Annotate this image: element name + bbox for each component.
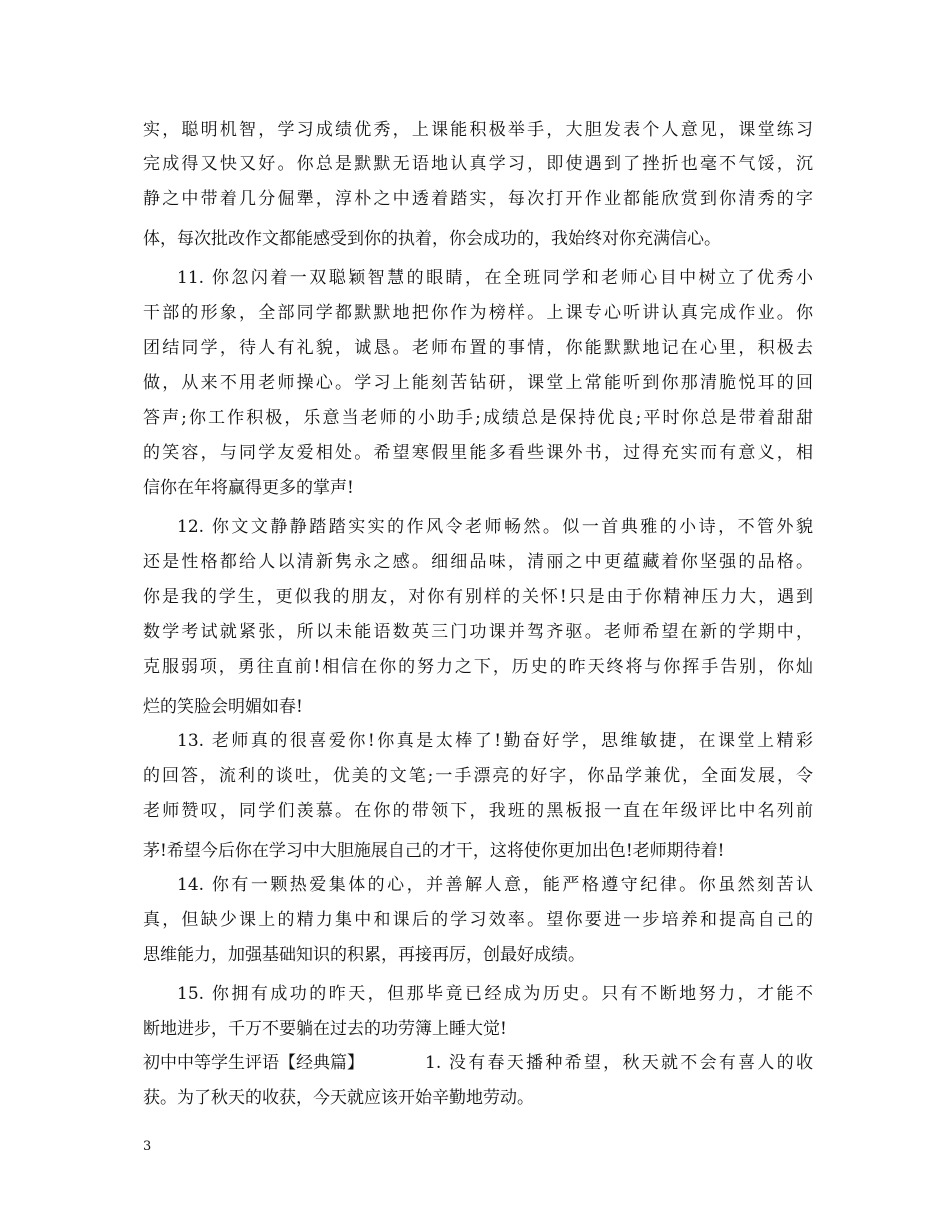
text-line: 的笑容，与同学友爱相处。希望寒假里能多看些课外书，过得充实而有意义，相	[143, 443, 813, 463]
text-line: 团结同学，待人有礼貌，诚恳。老师布置的事情，你能默默地记在心里，积极去	[143, 338, 813, 358]
text-line: 做，从来不用老师操心。学习上能刻苦钻研，课堂上常能听到你那清脆悦耳的回	[143, 373, 813, 393]
text-line: 还是性格都给人以清新隽永之感。细细品味，清丽之中更蕴藏着你坚强的品格。	[143, 552, 813, 572]
text-line: 烂的笑脸会明媚如春!	[143, 697, 303, 717]
text-line: 信你在年将赢得更多的掌声!	[143, 478, 354, 498]
text-line: 静之中带着几分倔犟，淳朴之中透着踏实，每次打开作业都能欣赏到你清秀的字	[143, 189, 813, 209]
text-line: 克服弱项，勇往直前!相信在你的努力之下，历史的昨天终将与你挥手告别，你灿	[143, 657, 813, 677]
text-line: 断地进步，千万不要躺在过去的功劳簿上睡大觉!	[143, 1019, 507, 1039]
text-line: 老师赞叹，同学们羡慕。在你的带领下，我班的黑板报一直在年级评比中名列前	[143, 801, 813, 821]
text-line: 的回答，流利的谈吐，优美的文笔;一手漂亮的好字，你品学兼优，全面发展，令	[143, 766, 813, 786]
section-first-item: 1. 没有春天播种希望，秋天就不会有喜人的收	[425, 1053, 813, 1073]
section-heading-line	[143, 1053, 813, 1075]
page-number: 3	[143, 1139, 152, 1154]
text-line: 真，但缺少课上的精力集中和课后的学习效率。望你要进一步培养和提高自己的	[143, 910, 813, 930]
text-line: 体，每次批改作文都能感受到你的执着，你会成功的，我始终对你充满信心。	[143, 229, 721, 249]
paragraph-14-start: 14. 你有一颗热爱集体的心，并善解人意，能严格遵守纪律。你虽然刻苦认	[177, 875, 813, 895]
text-line: 获。为了秋天的收获，今天就应该开始辛勤地劳动。	[143, 1088, 534, 1108]
text-line: 数学考试就紧张，所以未能语数英三门功课并驾齐驱。老师希望在新的学期中，	[143, 622, 813, 642]
text-line: 干部的形象，全部同学都默默地把你作为榜样。上课专心听讲认真完成作业。你	[143, 303, 813, 323]
paragraph-12-start: 12. 你文文静静踏踏实实的作风令老师畅然。似一首典雅的小诗，不管外貌	[177, 517, 813, 537]
text-line: 答声;你工作积极，乐意当老师的小助手;成绩总是保持优良;平时你总是带着甜甜	[143, 408, 813, 428]
text-line: 实，聪明机智，学习成绩优秀，上课能积极举手，大胆发表个人意见，课堂练习	[143, 120, 813, 140]
paragraph-11-start: 11. 你忽闪着一双聪颖智慧的眼睛，在全班同学和老师心目中树立了优秀小	[177, 268, 813, 288]
text-line: 思维能力，加强基础知识的积累，再接再厉，创最好成绩。	[143, 945, 585, 965]
text-line: 完成得又快又好。你总是默默无语地认真学习，即使遇到了挫折也毫不气馁，沉	[143, 154, 813, 174]
paragraph-13-start: 13. 老师真的很喜爱你!你真是太棒了!勤奋好学，思维敏捷，在课堂上精彩	[177, 731, 813, 751]
text-line: 你是我的学生，更似我的朋友，对你有别样的关怀!只是由于你精神压力大，遇到	[143, 587, 813, 607]
section-heading: 初中中等学生评语【经典篇】	[143, 1053, 364, 1073]
text-line: 茅!希望今后你在学习中大胆施展自己的才干，这将使你更加出色!老师期待着!	[143, 841, 725, 861]
paragraph-15-start: 15. 你拥有成功的昨天，但那毕竟已经成为历史。只有不断地努力，才能不	[177, 984, 813, 1004]
